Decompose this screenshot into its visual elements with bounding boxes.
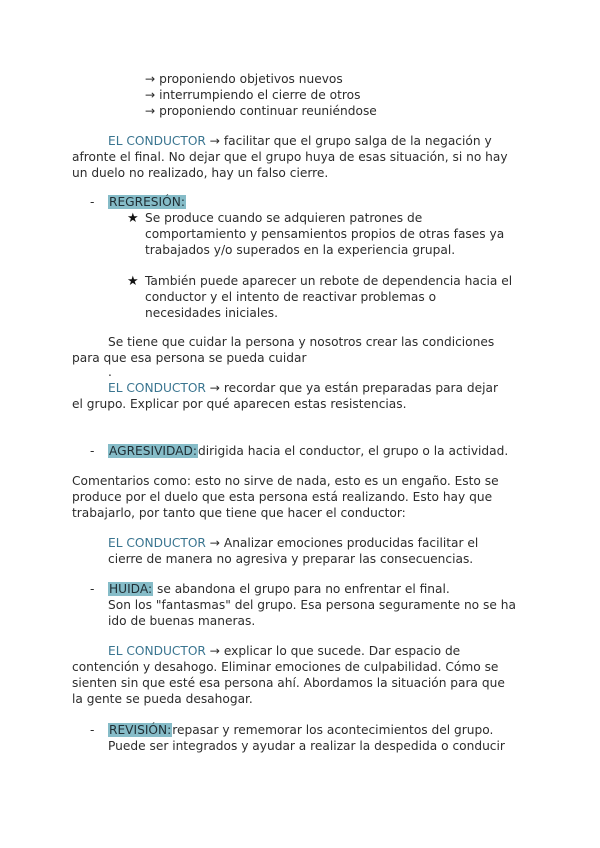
paragraph-line: ido de buenas maneras. xyxy=(108,614,256,628)
bullet-line: comportamiento y pensamientos propios de otras fases ya xyxy=(145,227,505,241)
conductor-label: EL CONDUCTOR xyxy=(108,134,206,148)
paragraph-line: Puede ser integrados y ayudar a realizar la despedida o conducir xyxy=(108,739,505,753)
paragraph-line: Comentarios como: esto no sirve de nada, esto es un engaño. Esto se xyxy=(72,474,499,488)
star-bullet-icon: ★ xyxy=(127,211,139,226)
revision-text: repasar y rememorar los acontecimientos del grupo. xyxy=(172,723,494,737)
arrow: → xyxy=(209,381,220,395)
paragraph-line: sienten sin que esté esa persona ahí. Abordamos la situación para que xyxy=(72,676,505,690)
huida-heading: HUIDA: xyxy=(109,582,153,596)
list-item: → interrumpiendo el cierre de otros xyxy=(145,88,361,102)
arrow: → xyxy=(209,644,220,658)
section-heading xyxy=(108,194,186,211)
regresion-heading: REGRESIÓN: xyxy=(109,195,185,209)
agresividad-heading: AGRESIVIDAD: xyxy=(109,444,197,458)
dash-bullet: - xyxy=(90,582,95,596)
bullet-line: Se produce cuando se adquieren patrones de xyxy=(145,211,423,225)
section-line xyxy=(108,722,493,739)
dash-bullet: - xyxy=(90,444,95,458)
section-line xyxy=(108,581,450,598)
agresividad-text: dirigida hacia el conductor, el grupo o la actividad. xyxy=(198,444,509,458)
list-item: → proponiendo continuar reuniéndose xyxy=(145,104,377,118)
conductor-label: EL CONDUCTOR xyxy=(108,644,206,658)
section-line xyxy=(108,443,508,460)
paragraph-line: el grupo. Explicar por qué aparecen estas resistencias. xyxy=(72,397,407,411)
bullet-line: conductor y el intento de reactivar problemas o xyxy=(145,290,437,304)
paragraph-line: produce por el duelo que esta persona está realizando. Esto hay que xyxy=(72,490,493,504)
paragraph-line: para que esa persona se pueda cuidar xyxy=(72,351,307,365)
arrow: → xyxy=(209,536,220,550)
paragraph-line xyxy=(108,643,460,660)
paragraph-line: trabajarlo, por tanto que tiene que hacer el conductor: xyxy=(72,506,406,520)
list-item: → proponiendo objetivos nuevos xyxy=(145,72,343,86)
paragraph-line xyxy=(108,380,498,397)
bullet-line: necesidades iniciales. xyxy=(145,306,278,320)
dash-bullet: - xyxy=(90,195,95,209)
paragraph-line: contención y desahogo. Eliminar emociones de culpabilidad. Cómo se xyxy=(72,660,499,674)
paragraph-line: un duelo no realizado, hay un falso cierre. xyxy=(72,166,329,180)
bullet-line: trabajados y/o superados en la experiencia grupal. xyxy=(145,243,456,257)
revision-heading: REVISIÓN: xyxy=(109,723,172,737)
conductor-label: EL CONDUCTOR xyxy=(108,536,206,550)
bullet-line: También puede aparecer un rebote de dependencia hacia el xyxy=(145,274,513,288)
dash-bullet: - xyxy=(90,723,95,737)
paragraph-line: . xyxy=(108,365,112,379)
paragraph-line xyxy=(108,133,492,150)
conductor-label: EL CONDUCTOR xyxy=(108,381,206,395)
paragraph-text: Analizar emociones producidas facilitar el xyxy=(223,536,479,550)
paragraph-line: Se tiene que cuidar la persona y nosotros crear las condiciones xyxy=(108,335,495,349)
paragraph-line: cierre de manera no agresiva y preparar las consecuencias. xyxy=(108,552,474,566)
huida-text: se abandona el grupo para no enfrentar el final. xyxy=(156,582,450,596)
paragraph-text: recordar que ya están preparadas para dejar xyxy=(223,381,498,395)
paragraph-line: Son los "fantasmas" del grupo. Esa persona seguramente no se ha xyxy=(108,598,516,612)
paragraph-line: afronte el final. No dejar que el grupo huya de esas situación, si no hay xyxy=(72,150,508,164)
paragraph-text: explicar lo que sucede. Dar espacio de xyxy=(223,644,461,658)
paragraph-text: facilitar que el grupo salga de la negación y xyxy=(223,134,492,148)
arrow: → xyxy=(209,134,220,148)
star-bullet-icon: ★ xyxy=(127,274,139,289)
paragraph-line xyxy=(108,535,478,552)
paragraph-line: la gente se pueda desahogar. xyxy=(72,692,253,706)
